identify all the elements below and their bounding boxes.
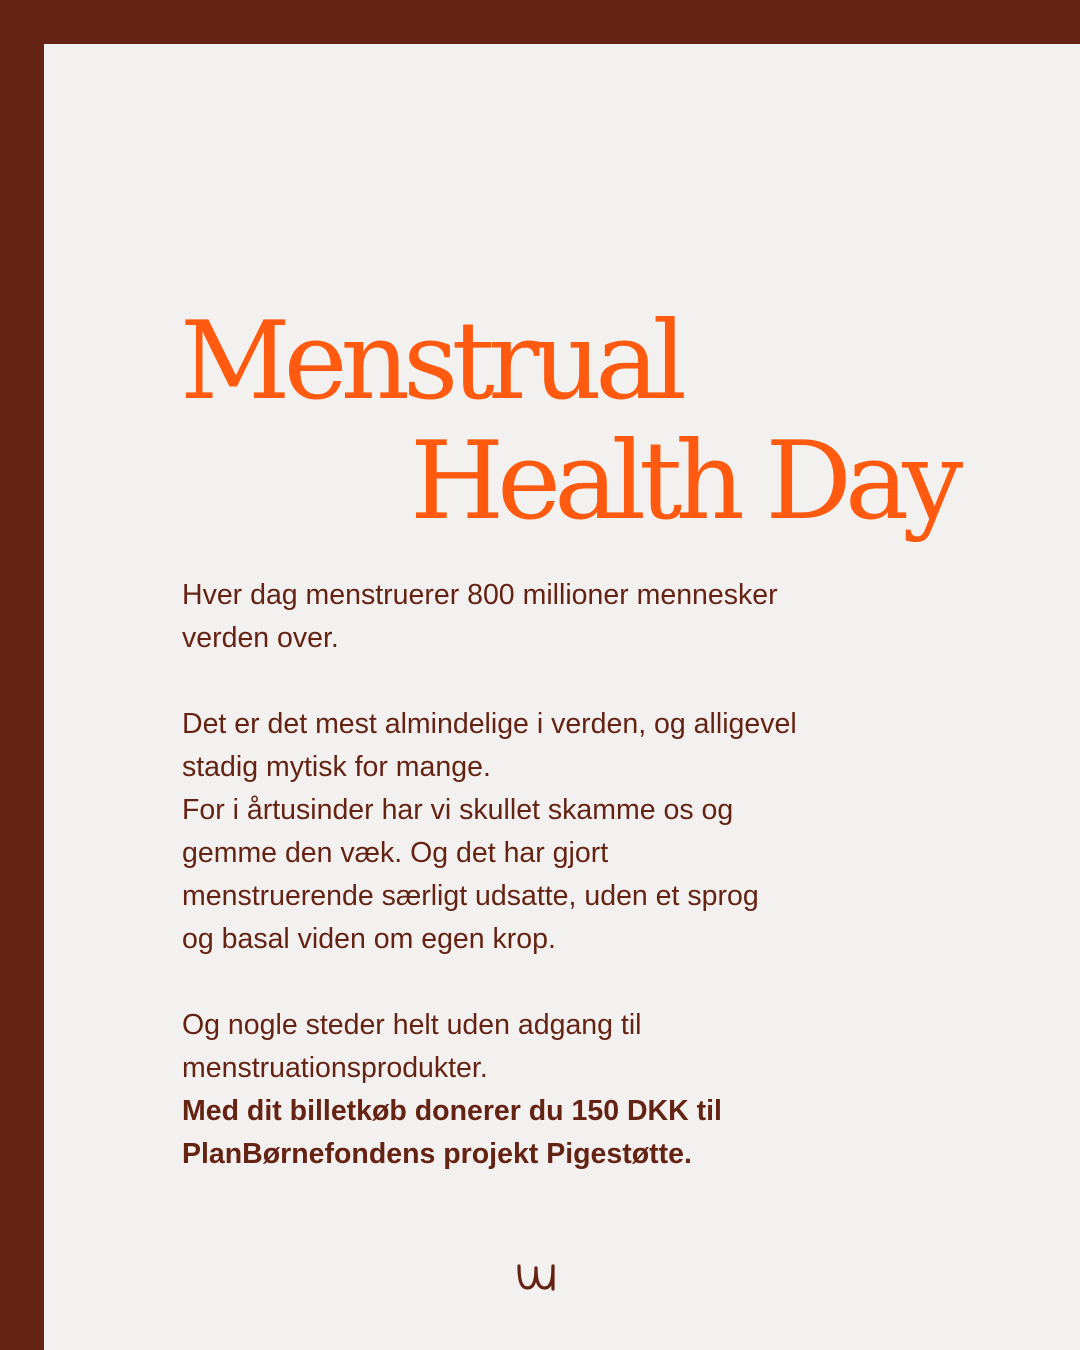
text-line: og basal viden om egen krop.: [182, 923, 556, 955]
paragraph-intro: [182, 574, 912, 660]
text-line: Det er det mest almindelige i verden, og alligevel: [182, 708, 797, 740]
text-line: Og nogle steder helt uden adgang til: [182, 1009, 642, 1041]
text-line: menstruerende særligt udsatte, uden et sprog: [182, 880, 759, 912]
text-line: stadig mytisk for mange.: [182, 751, 491, 783]
text-line: gemme den væk. Og det har gjort: [182, 837, 609, 869]
uu-logo-icon: [516, 1262, 564, 1292]
text-line: verden over.: [182, 622, 339, 654]
event-title: [44, 44, 1080, 604]
donation-line: Med dit billetkøb donerer du 150 DKK til: [182, 1095, 722, 1127]
content-panel: [44, 44, 1080, 1350]
donation-line: PlanBørnefondens projekt Pigestøtte.: [182, 1138, 692, 1170]
paragraph-history: [182, 703, 912, 961]
text-line: For i årtusinder har vi skullet skamme os og: [182, 794, 734, 826]
event-description: [182, 574, 912, 1176]
text-line: menstruationsprodukter.: [182, 1052, 488, 1084]
title-line-1: Menstrual: [180, 299, 680, 424]
text-line: Hver dag menstruerer 800 millioner mennesker: [182, 579, 778, 611]
paragraph-access: [182, 1004, 912, 1176]
title-line-2: Health Day: [410, 419, 957, 544]
